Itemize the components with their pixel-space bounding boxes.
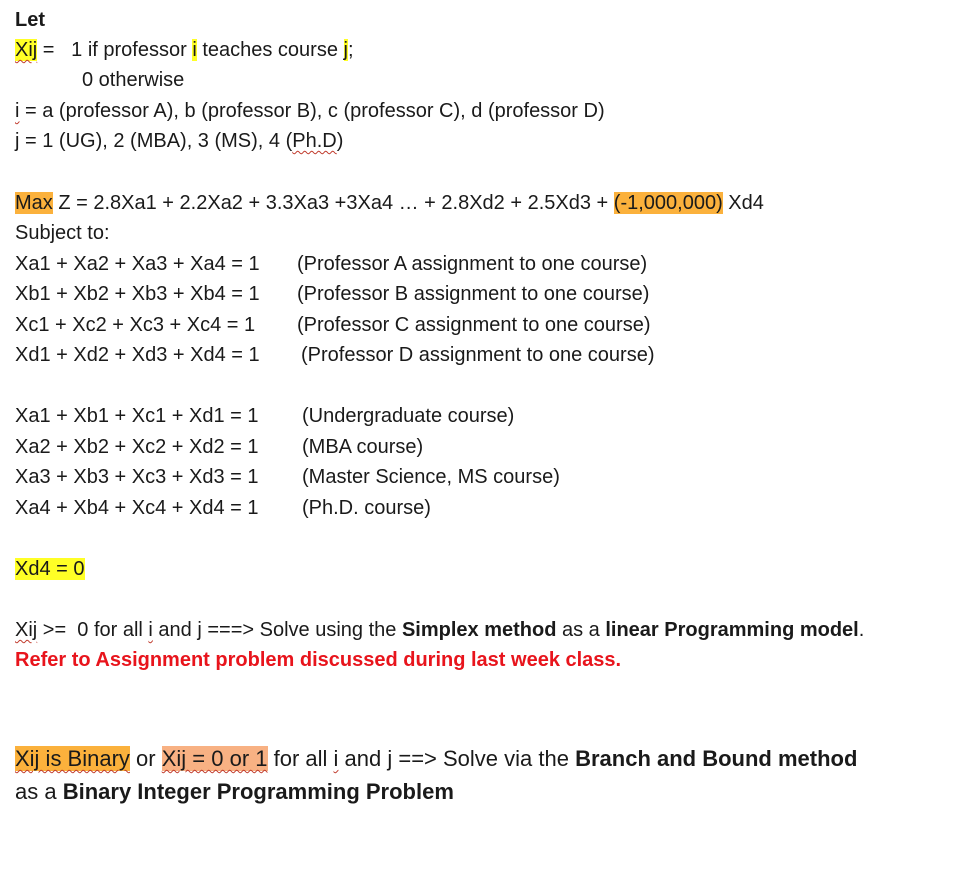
def-text-a: 1 if professor <box>71 39 193 61</box>
var-i: i <box>192 39 197 61</box>
close-paren: ) <box>336 130 344 152</box>
var-i-def: i <box>15 100 20 122</box>
objective-expr-b: Xd4 <box>722 192 764 214</box>
binary-text-a: for all <box>267 746 334 771</box>
max-label: Max <box>15 192 53 214</box>
lp-text-b: and j ===> Solve using the <box>152 619 402 641</box>
linear-programming-model: linear Programming model <box>605 619 859 641</box>
constraint-row: Xa1 + Xa2 + Xa3 + Xa4 = 1 <box>15 253 260 275</box>
binary-statement-line2 <box>15 777 454 807</box>
eq-sign: = <box>37 39 72 61</box>
j-definition-line <box>15 127 343 155</box>
constraint-note: (Professor A assignment to one course) <box>297 253 648 275</box>
otherwise-line: 0 otherwise <box>82 69 185 91</box>
lp-text-c: as a <box>556 619 606 641</box>
constraint-row: Xc1 + Xc2 + Xc3 + Xc4 = 1 <box>15 314 256 336</box>
simplex-method: Simplex method <box>401 619 557 641</box>
xij-definition-line <box>15 36 354 64</box>
refer-note: Refer to Assignment problem discussed during last week class. <box>15 649 622 671</box>
lp-text-a: >= 0 for all <box>37 619 149 641</box>
penalty-coefficient: (-1,000,000) <box>613 192 723 214</box>
constraint-row: Xa3 + Xb3 + Xc3 + Xd3 = 1 <box>15 466 259 488</box>
xij-zero-or-one: Xij = 0 or 1 <box>161 746 268 771</box>
i-definition-line <box>15 97 605 125</box>
constraint-note: (Professor C assignment to one course) <box>297 314 651 336</box>
binary-var-i: i <box>333 746 339 771</box>
constraint-row: Xa4 + Xb4 + Xc4 + Xd4 = 1 <box>15 497 259 519</box>
let-heading: Let <box>15 9 45 31</box>
binary-or: or <box>129 746 162 771</box>
xij-label: Xij <box>15 39 38 61</box>
constraint-note: (Professor D assignment to one course) <box>301 344 655 366</box>
constraint-row: Xb1 + Xb2 + Xb3 + Xb4 = 1 <box>15 283 260 305</box>
subject-to-label: Subject to: <box>15 222 110 244</box>
constraint-note: (Professor B assignment to one course) <box>297 283 650 305</box>
j-def-text: j = 1 (UG), 2 (MBA), 3 (MS), 4 ( <box>15 130 293 152</box>
i-def-text: = a (professor A), b (professor B), c (professor C), d (professor D) <box>19 100 605 122</box>
objective-expr-a: Z = 2.8Xa1 + 2.2Xa2 + 3.3Xa3 +3Xa4 … + 2.8Xd2 + 2.5Xd3 + <box>52 192 614 214</box>
lp-period: . <box>858 619 865 641</box>
semicolon: ; <box>347 39 354 61</box>
lp-var-i: i <box>148 619 153 641</box>
xij-lp: Xij <box>15 619 38 641</box>
constraint-note: (Ph.D. course) <box>302 497 431 519</box>
lp-statement <box>15 616 864 644</box>
branch-and-bound-method: Branch and Bound method <box>575 746 858 771</box>
var-j: j <box>343 39 348 61</box>
binary-statement <box>15 744 857 774</box>
constraint-note: (MBA course) <box>302 436 424 458</box>
xij-is-binary: Xij is Binary <box>15 746 130 771</box>
def-text-b: teaches course <box>196 39 344 61</box>
binary-as-a: as a <box>15 779 63 804</box>
phd-text: Ph.D <box>292 130 337 152</box>
xd4-zero-constraint <box>15 555 85 583</box>
constraint-note: (Undergraduate course) <box>302 405 515 427</box>
binary-text-b: and j ==> Solve via the <box>338 746 576 771</box>
constraint-row: Xa1 + Xb1 + Xc1 + Xd1 = 1 <box>15 405 259 427</box>
objective-function <box>15 189 764 217</box>
binary-integer-programming-problem: Binary Integer Programming Problem <box>62 779 454 804</box>
constraint-row: Xd1 + Xd2 + Xd3 + Xd4 = 1 <box>15 344 260 366</box>
constraint-row: Xa2 + Xb2 + Xc2 + Xd2 = 1 <box>15 436 259 458</box>
xd4-zero-text: Xd4 = 0 <box>15 558 85 580</box>
constraint-note: (Master Science, MS course) <box>302 466 560 488</box>
